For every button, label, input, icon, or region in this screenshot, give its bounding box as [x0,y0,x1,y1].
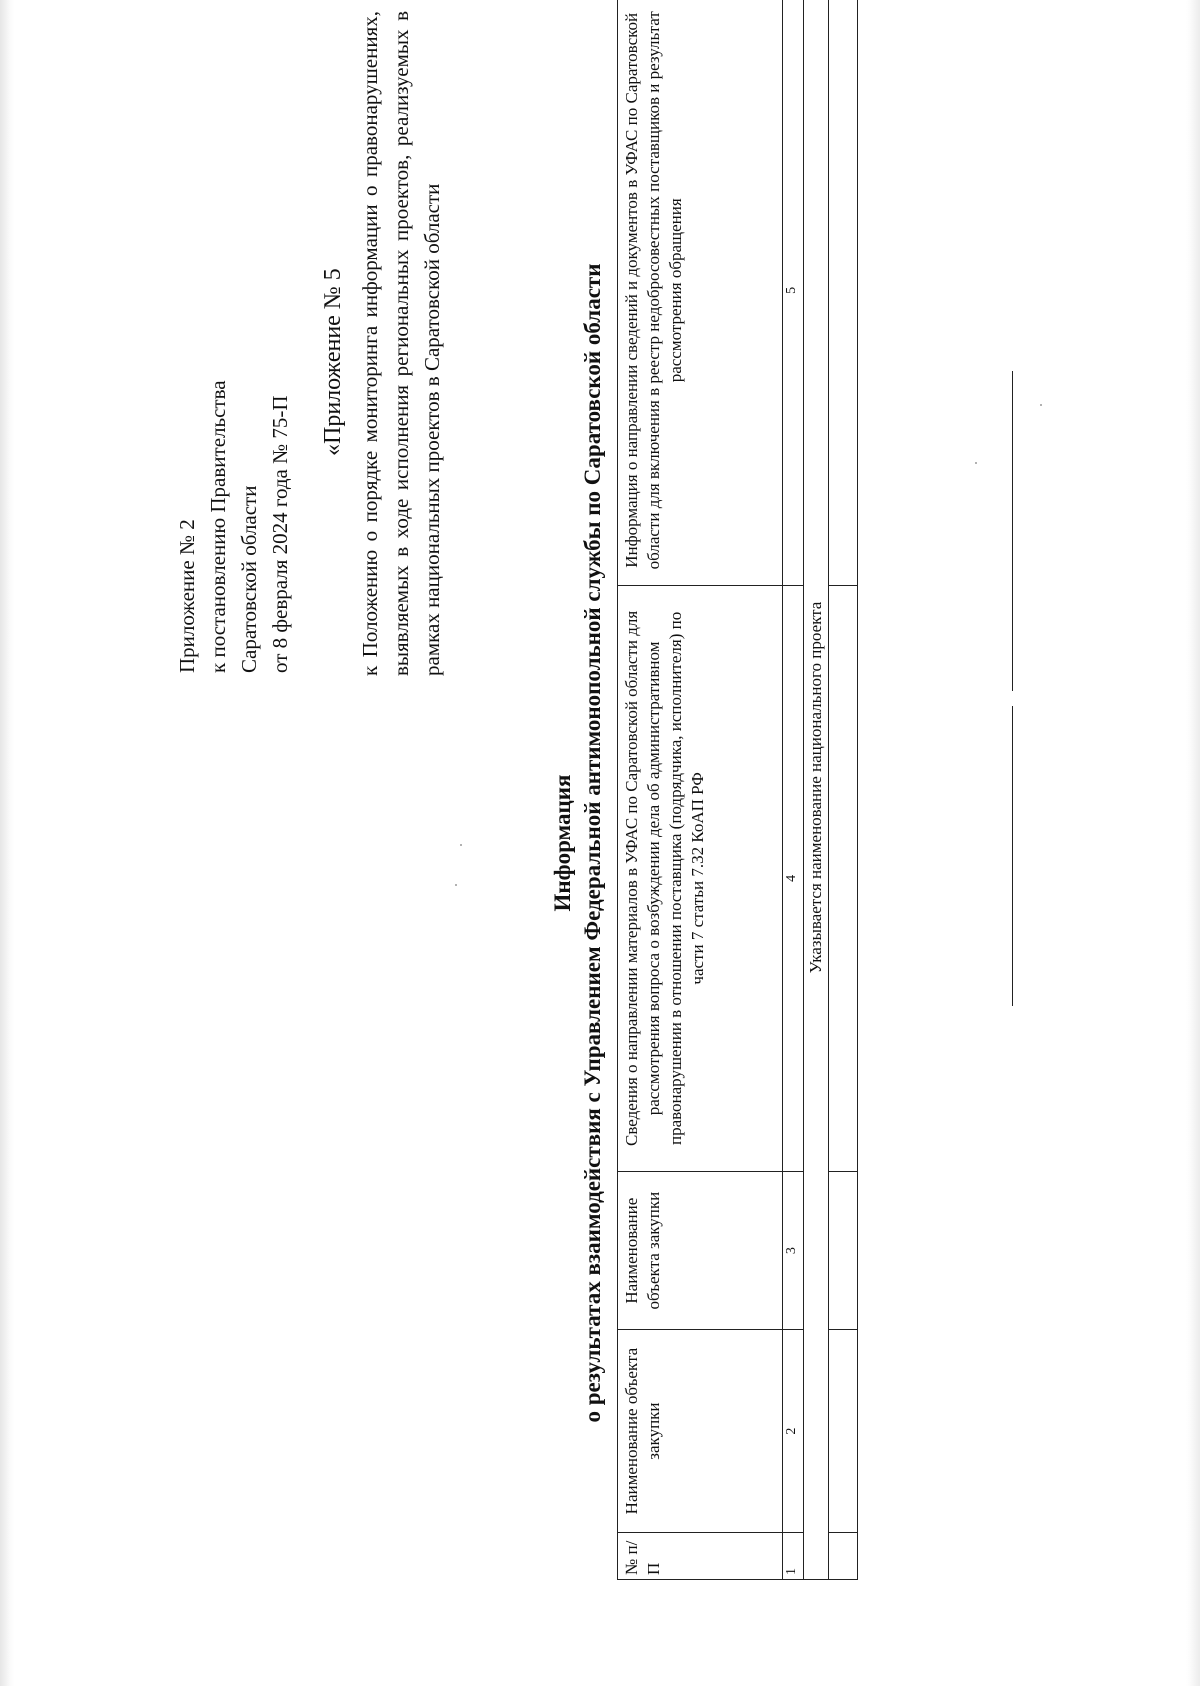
table-cell [829,1172,858,1330]
table-cell [829,1330,858,1533]
header-line: Саратовской области [237,485,261,673]
table-cell [829,0,858,585]
table-row [829,0,858,1580]
appendix-header [172,253,296,673]
table-header-row [618,0,783,1580]
column-number: 1 [783,1533,804,1580]
table-cell [829,1533,858,1580]
column-number: 3 [783,1172,804,1330]
header-line: Приложение № 2 [175,519,199,673]
header-cell: Сведения о направлении материалов в УФАС по Саратовской области для рассмотрения вопроса о возбуждении дела об административном правонарушении в отношении поставщика (подрядчика, исполнителя) по части 7 статьи 7.32 КоАП РФ [618,585,783,1172]
column-number: 5 [783,0,804,585]
header-cell: Наименование объекта закупки [618,1330,783,1533]
scan-speck [460,844,462,846]
document-title: Информация [550,774,575,912]
header-cell: Наименование объекта закупки [618,1172,783,1330]
column-number: 4 [783,585,804,1172]
regulation-reference: к Положению о порядке мониторинга информации о правонарушениях, выявляемых в ходе исполнения региональных проектов, реализуемых в рамках национальных проектов в Саратовской области [358,11,444,676]
scan-speck [455,884,457,886]
header-line: к постановлению Правительства [206,380,230,673]
header-cell-number: № п/П [618,1533,783,1580]
scan-speck [1040,404,1042,406]
document-subtitle: о результатах взаимодействия с Управлением Федеральной антимонопольной службы по Саратовской области [580,263,605,1423]
scan-speck [975,462,977,464]
results-table [617,0,858,1580]
column-number: 2 [783,1330,804,1533]
national-project-row [804,0,829,1580]
header-line: от 8 февраля 2024 года № 75-П [268,395,292,673]
separator-line [1012,706,1013,1006]
appendix-5-title: «Приложение № 5 [320,268,346,456]
header-cell: Информация о направлении сведений и документов в УФАС по Саратовской области для включения в реестр недобросовестных поставщиков и результат рассмотрения обращения [618,0,783,585]
separator-line [1012,371,1013,691]
table-cell [829,585,858,1172]
column-number-row [783,0,804,1580]
national-project-cell: Указывается наименование национального проекта [804,0,829,1580]
